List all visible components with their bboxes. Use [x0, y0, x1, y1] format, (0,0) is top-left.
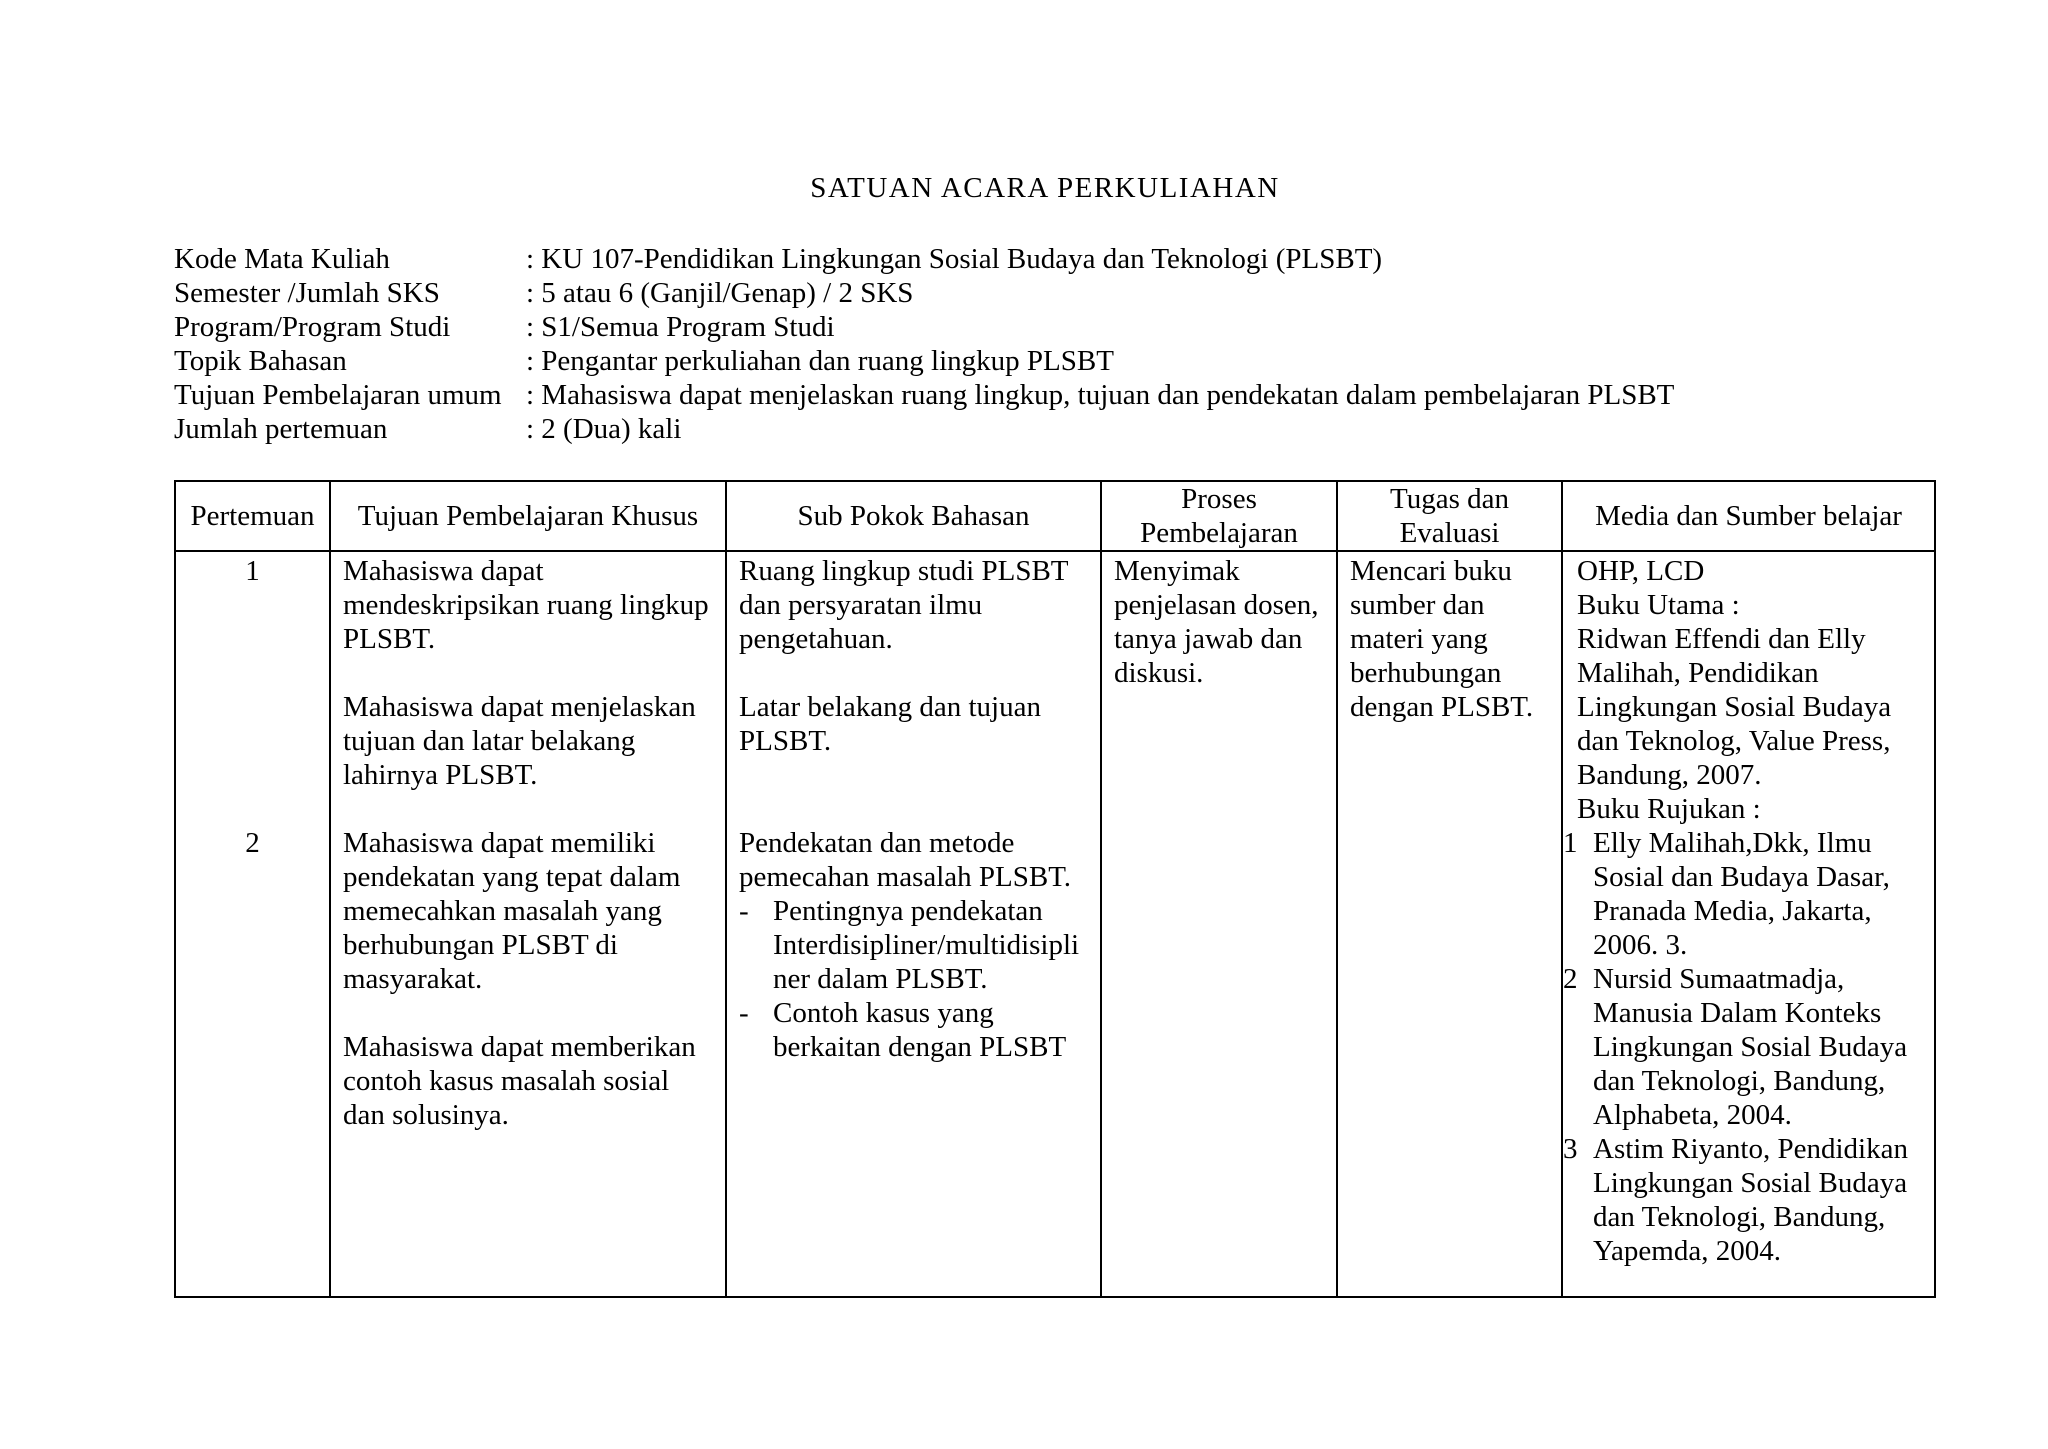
- bullet-text: Contoh kasus yang berkaitan dengan PLSBT: [773, 997, 1067, 1063]
- sub-pokok-cell: [726, 551, 1101, 1297]
- info-row-jumlah: [174, 412, 1674, 446]
- tujuan-item: Mahasiswa dapat memiliki pendekatan yang tepat dalam memecahkan masalah yang berhubungan PLSBT di masyarakat.: [343, 827, 681, 995]
- tujuan-cell: [330, 551, 726, 1297]
- rujukan-number: 1: [1563, 827, 1578, 859]
- rujukan-item: [1563, 1132, 1922, 1268]
- info-label: Jumlah pertemuan: [174, 413, 388, 445]
- proses-text: Menyimak penjelasan dosen, tanya jawab dan diskusi.: [1114, 555, 1319, 689]
- sub-pokok-bullet: [739, 996, 1088, 1064]
- info-row-kode: [174, 242, 1674, 276]
- info-label: Semester /Jumlah SKS: [174, 277, 440, 309]
- rujukan-text: Elly Malihah,Dkk, Ilmu Sosial dan Budaya Dasar, Pranada Media, Jakarta, 2006. 3.: [1593, 827, 1890, 961]
- info-label: Kode Mata Kuliah: [174, 243, 390, 275]
- buku-utama-text: Ridwan Effendi dan Elly Malihah, Pendidikan Lingkungan Sosial Budaya dan Teknolog, Value Press, Bandung, 2007.: [1577, 623, 1892, 791]
- info-value: : Mahasiswa dapat menjelaskan ruang lingkup, tujuan dan pendekatan dalam pembelajaran PLSBT: [526, 379, 1675, 411]
- bullet-text: Pentingnya pendekatan Interdisipliner/multidisipli ner dalam PLSBT.: [773, 895, 1080, 995]
- info-value: : Pengantar perkuliahan dan ruang lingkup PLSBT: [526, 345, 1114, 377]
- tujuan-item: Mahasiswa dapat menjelaskan tujuan dan latar belakang lahirnya PLSBT.: [343, 691, 696, 791]
- media-cell: [1562, 551, 1935, 1297]
- info-label: Program/Program Studi: [174, 311, 451, 343]
- header-pertemuan: Pertemuan: [175, 481, 330, 551]
- info-row-program: [174, 310, 1674, 344]
- info-row-tujuan-umum: [174, 378, 1674, 412]
- rujukan-item: [1563, 826, 1922, 962]
- tugas-text: Mencari buku sumber dan materi yang berhubungan dengan PLSBT.: [1350, 555, 1534, 723]
- header-proses-line2: Pembelajaran: [1140, 517, 1298, 549]
- buku-utama-label: Buku Utama :: [1577, 589, 1740, 621]
- course-info: [174, 242, 1674, 446]
- tugas-cell: [1337, 551, 1562, 1297]
- bullet-dash: -: [739, 997, 749, 1029]
- info-value: : 2 (Dua) kali: [526, 413, 682, 445]
- bullet-dash: -: [739, 895, 749, 927]
- header-tugas-line2: Evaluasi: [1399, 517, 1500, 549]
- table-header-row: [175, 481, 1935, 551]
- header-media: Media dan Sumber belajar: [1562, 481, 1935, 551]
- sub-pokok-item: Latar belakang dan tujuan PLSBT.: [739, 691, 1041, 757]
- sub-pokok-item: Pendekatan dan metode pemecahan masalah PLSBT.: [739, 827, 1072, 893]
- meeting-number-1: 1: [245, 555, 260, 587]
- media-tools: OHP, LCD: [1577, 555, 1705, 587]
- info-row-semester: [174, 276, 1674, 310]
- header-proses-line1: Proses: [1181, 483, 1257, 515]
- info-label: Topik Bahasan: [174, 345, 347, 377]
- header-tugas: [1337, 481, 1562, 551]
- sub-pokok-bullet: [739, 894, 1088, 996]
- rujukan-text: Astim Riyanto, Pendidikan Lingkungan Sosial Budaya dan Teknologi, Bandung, Yapemda, 2004.: [1593, 1133, 1908, 1267]
- header-tugas-line1: Tugas dan: [1390, 483, 1509, 515]
- info-label: Tujuan Pembelajaran umum: [174, 379, 502, 411]
- sub-pokok-item: Ruang lingkup studi PLSBT dan persyaratan ilmu pengetahuan.: [739, 555, 1068, 655]
- rujukan-number: 2: [1563, 963, 1578, 995]
- meeting-spacer: [176, 588, 329, 826]
- meeting-number-2: 2: [245, 827, 260, 859]
- rujukan-item: [1563, 962, 1922, 1132]
- header-sub-pokok: Sub Pokok Bahasan: [726, 481, 1101, 551]
- buku-rujukan-label: Buku Rujukan :: [1577, 793, 1761, 825]
- info-row-topik: [174, 344, 1674, 378]
- sap-table: [174, 480, 1936, 1298]
- header-tujuan-khusus: Tujuan Pembelajaran Khusus: [330, 481, 726, 551]
- tujuan-item: Mahasiswa dapat memberikan contoh kasus masalah sosial dan solusinya.: [343, 1031, 696, 1131]
- document-title: SATUAN ACARA PERKULIAHAN: [810, 172, 1280, 204]
- table-row: [175, 551, 1935, 1297]
- info-value: : KU 107-Pendidikan Lingkungan Sosial Budaya dan Teknologi (PLSBT): [526, 243, 1383, 275]
- rujukan-number: 3: [1563, 1133, 1578, 1165]
- meeting-cell: [175, 551, 330, 1297]
- proses-cell: [1101, 551, 1337, 1297]
- rujukan-text: Nursid Sumaatmadja, Manusia Dalam Konteks Lingkungan Sosial Budaya dan Teknologi, Bandung, Alphabeta, 2004.: [1593, 963, 1908, 1131]
- tujuan-item: Mahasiswa dapat mendeskripsikan ruang lingkup PLSBT.: [343, 555, 709, 655]
- info-value: : S1/Semua Program Studi: [526, 311, 835, 343]
- info-value: : 5 atau 6 (Ganjil/Genap) / 2 SKS: [526, 277, 914, 309]
- header-proses: [1101, 481, 1337, 551]
